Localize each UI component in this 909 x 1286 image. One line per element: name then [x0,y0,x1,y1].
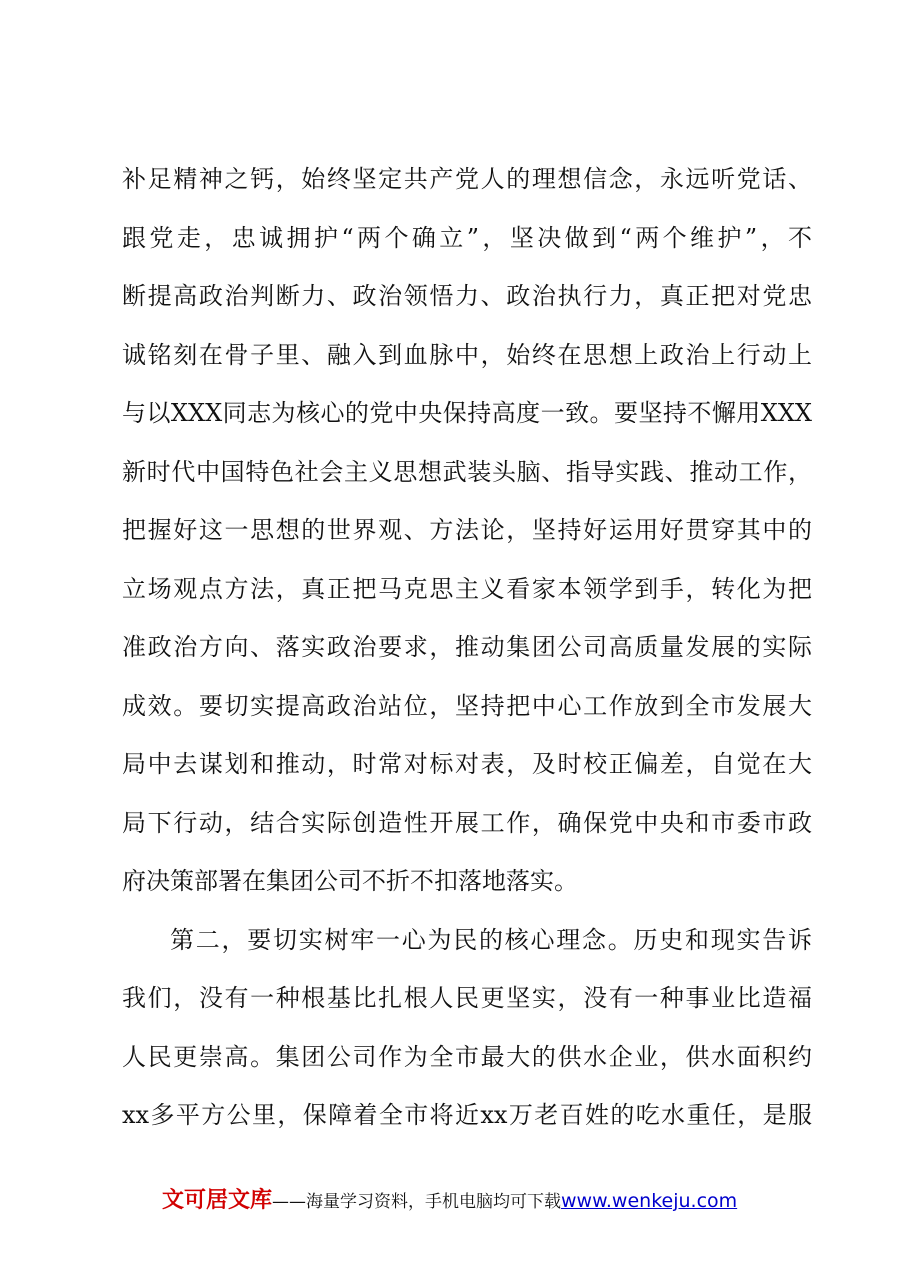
text-line: 断提高政治判断力、政治领悟力、政治执行力，真正把对党忠 [122,282,812,310]
body-text [122,150,812,1145]
footer-banner [162,1183,782,1211]
footer-brand: 文可居文库 [162,1188,273,1213]
text-line: 诚铭刻在骨子里、融入到血脉中，始终在思想上政治上行动上 [122,340,812,369]
text-line: 准政治方向、落实政治要求，推动集团公司高质量发展的实际 [122,633,812,661]
footer-tagline: ——海量学习资料，手机电脑均可下载 [272,1192,562,1212]
text-line: 局中去谋划和推动，时常对标对表，及时校正偏差，自觉在大 [122,750,812,778]
text-line: 与以XXX同志为核心的党中央保持高度一致。要坚持不懈用XXX [122,399,812,427]
text-line: 人民更崇高。集团公司作为全市最大的供水企业，供水面积约 [122,1042,812,1071]
text-line: 立场观点方法，真正把马克思主义看家本领学到手，转化为把 [122,574,812,603]
text-line: 补足精神之钙，始终坚定共产党人的理想信念，永远听党话、 [122,165,812,193]
footer-url-link[interactable]: www.wenkeju.com [561,1190,738,1212]
text-line: 把握好这一思想的世界观、方法论，坚持好运用好贯穿其中的 [122,516,812,544]
section-heading-line: 第二，要切实树牢一心为民的核心理念。历史和现实告诉 [170,925,812,954]
text-line: 新时代中国特色社会主义思想武装头脑、指导实践、推动工作， [122,457,812,486]
text-line: 局下行动，结合实际创造性开展工作，确保党中央和市委市政 [122,808,812,837]
text-line: xx多平方公里，保障着全市将近xx万老百姓的吃水重任，是服 [122,1101,812,1129]
text-line: 我们，没有一种根基比扎根人民更坚实，没有一种事业比造福 [122,984,812,1012]
text-line: 跟党走，忠诚拥护“两个确立”，坚决做到“两个维护”，不 [122,223,812,252]
paragraph-end-line: 府决策部署在集团公司不折不扣落地落实。 [122,867,578,895]
text-line: 成效。要切实提高政治站位，坚持把中心工作放到全市发展大 [122,691,812,720]
